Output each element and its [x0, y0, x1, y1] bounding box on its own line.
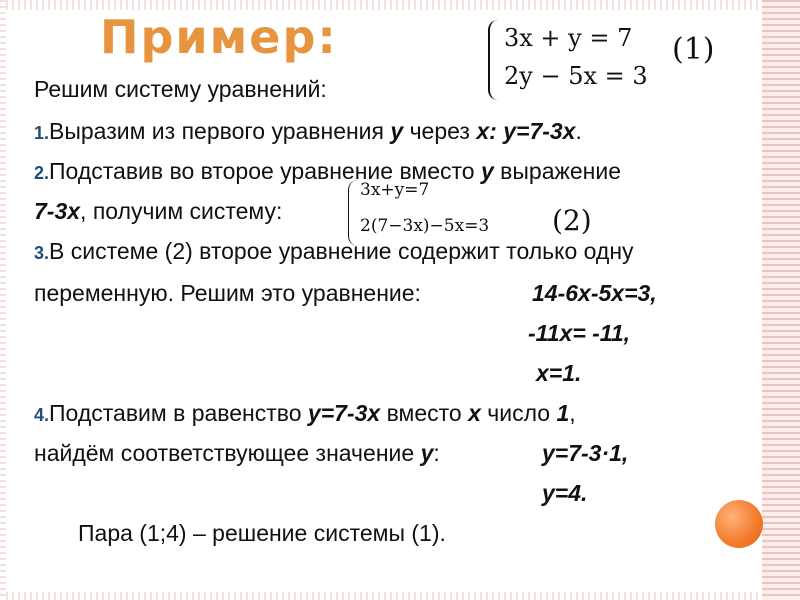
expression: y=7-3x — [307, 400, 381, 426]
step-number: 3. — [34, 243, 50, 263]
var-y: y — [420, 440, 434, 466]
step-text: через — [403, 118, 477, 144]
var-x: x — [468, 400, 481, 426]
step-text: вместо — [380, 400, 469, 426]
intro-text: Решим систему уравнений: — [34, 76, 327, 102]
system-2-eq1: 3x+y=7 — [360, 180, 430, 200]
frame-right — [762, 0, 800, 600]
equation-line-1: 14-6x-5x=3, — [532, 280, 657, 306]
step-3-continued — [34, 280, 421, 307]
conclusion: Пара (1;4) – решение системы (1). — [78, 520, 446, 546]
orange-circle-decoration — [715, 500, 763, 548]
step-number: 1. — [34, 123, 50, 143]
step-text: , получим систему: — [80, 198, 283, 224]
step-text: Подставив во второе уравнение вместо — [49, 158, 481, 184]
frame-bottom — [0, 592, 800, 600]
system-1-eq1: 3x + y = 7 — [504, 24, 633, 52]
step-number: 4. — [34, 405, 50, 425]
step-3 — [34, 238, 634, 265]
text-line-0 — [34, 76, 327, 103]
step-text: число — [480, 400, 557, 426]
step-text: . — [575, 118, 582, 144]
expression: x: y=7-3x — [476, 118, 576, 144]
step-number: 2. — [34, 163, 50, 183]
var-y: y — [390, 118, 404, 144]
equation-line-3: x=1. — [536, 360, 582, 386]
system-2 — [348, 180, 538, 246]
step-text: переменную. Решим это уравнение: — [34, 280, 421, 306]
system-1-label: (1) — [672, 32, 715, 67]
step-text: : — [433, 440, 440, 466]
system-2-eq2: 2(7−3x)−5x=3 — [360, 216, 490, 236]
frame-left — [0, 0, 6, 600]
expression: 7-3x — [34, 198, 81, 224]
var-y: y — [480, 158, 494, 184]
equation-line-4: y=7-3·1, — [542, 440, 629, 466]
slide-title: Пример: — [100, 10, 338, 64]
equation-line-5: y=4. — [542, 480, 588, 506]
step-1 — [34, 118, 582, 145]
system-1-eq2: 2y − 5x = 3 — [504, 62, 648, 90]
system-2-label: (2) — [552, 204, 592, 237]
system-1-brace — [488, 20, 500, 100]
frame-top — [0, 0, 800, 10]
step-text: , — [569, 400, 576, 426]
step-text: выражение — [493, 158, 622, 184]
step-text: Выразим из первого уравнения — [49, 118, 391, 144]
step-2-continued — [34, 198, 282, 225]
number-value: 1 — [556, 400, 570, 426]
system-2-brace — [348, 180, 359, 246]
equation-line-2: -11x= -11, — [528, 320, 631, 346]
system-1 — [488, 20, 678, 100]
step-text: найдём соответствующее значение — [34, 440, 421, 466]
step-text: В системе (2) второе уравнение содержит только одну — [49, 238, 634, 264]
step-text: Подставим в равенство — [49, 400, 308, 426]
step-4 — [34, 400, 576, 427]
step-4-continued — [34, 440, 440, 467]
